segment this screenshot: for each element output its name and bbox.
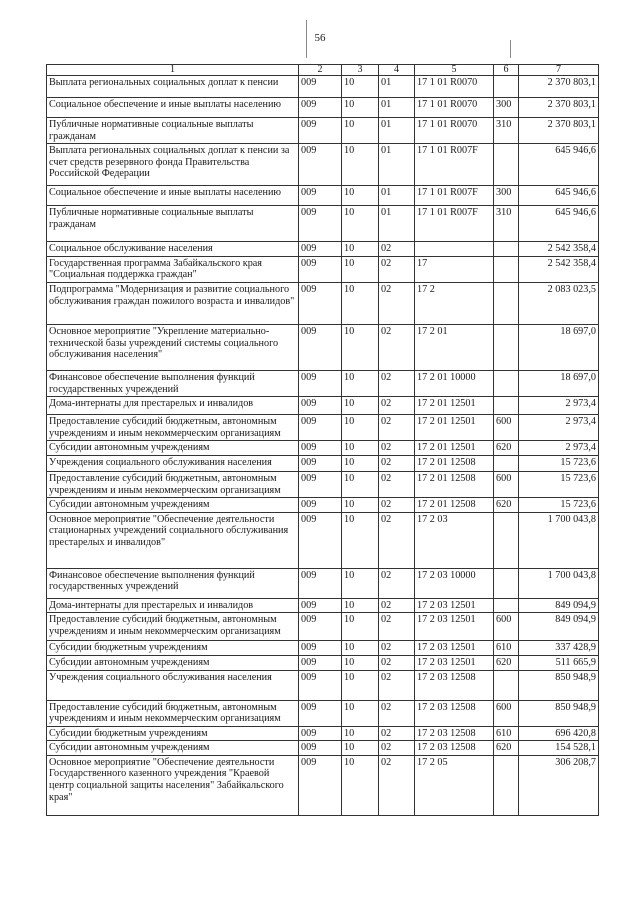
target-item-code-cell: 17 1 01 R007F	[415, 186, 494, 206]
expense-type-code-cell	[494, 598, 519, 613]
section-code-cell: 10	[342, 598, 379, 613]
expense-type-code-cell: 610	[494, 641, 519, 656]
table-row	[47, 471, 599, 497]
expense-type-code-cell: 300	[494, 186, 519, 206]
amount-cell: 337 428,9	[519, 641, 599, 656]
amount-cell: 1 700 043,8	[519, 512, 599, 568]
target-item-code-cell: 17 2 03 10000	[415, 568, 494, 598]
table-row	[47, 598, 599, 613]
ministry-code-cell: 009	[299, 186, 342, 206]
section-code-cell: 10	[342, 76, 379, 98]
amount-cell: 2 083 023,5	[519, 282, 599, 324]
subsection-code-cell: 02	[379, 471, 415, 497]
subsection-code-cell: 02	[379, 324, 415, 370]
section-code-cell: 10	[342, 670, 379, 700]
table-row	[47, 726, 599, 741]
table-row	[47, 186, 599, 206]
amount-cell: 2 370 803,1	[519, 98, 599, 118]
target-item-code-cell: 17 1 01 R007F	[415, 144, 494, 186]
target-item-code-cell: 17 2 03 12501	[415, 655, 494, 670]
subsection-code-cell: 01	[379, 186, 415, 206]
subsection-code-cell: 01	[379, 118, 415, 144]
item-name-cell: Выплата региональных социальных доплат к пенсии за счет средств резервного фонда Правительства Российской Федерации	[47, 144, 299, 186]
target-item-code-cell: 17 2 01	[415, 324, 494, 370]
subsection-code-cell: 02	[379, 242, 415, 257]
section-code-cell: 10	[342, 397, 379, 415]
ministry-code-cell: 009	[299, 700, 342, 726]
ministry-code-cell: 009	[299, 282, 342, 324]
item-name-cell: Основное мероприятие "Укрепление материально-технической базы учреждений системы социального обслуживания населения"	[47, 324, 299, 370]
amount-cell: 15 723,6	[519, 498, 599, 513]
table-row	[47, 613, 599, 641]
expense-type-code-cell	[494, 324, 519, 370]
section-code-cell: 10	[342, 415, 379, 441]
expense-type-code-cell	[494, 755, 519, 815]
expense-type-code-cell	[494, 76, 519, 98]
page-number: 56	[314, 32, 326, 44]
column-number: 2	[299, 65, 342, 76]
expense-type-code-cell: 620	[494, 741, 519, 756]
ministry-code-cell: 009	[299, 568, 342, 598]
section-code-cell: 10	[342, 613, 379, 641]
subsection-code-cell: 02	[379, 613, 415, 641]
amount-cell: 306 208,7	[519, 755, 599, 815]
table-row	[47, 455, 599, 471]
table-row	[47, 76, 599, 98]
subsection-code-cell: 02	[379, 397, 415, 415]
amount-cell: 645 946,6	[519, 206, 599, 242]
amount-cell: 2 973,4	[519, 415, 599, 441]
section-code-cell: 10	[342, 726, 379, 741]
expense-type-code-cell: 300	[494, 98, 519, 118]
table-row	[47, 741, 599, 756]
section-code-cell: 10	[342, 471, 379, 497]
amount-cell: 15 723,6	[519, 471, 599, 497]
target-item-code-cell: 17 1 01 R0070	[415, 98, 494, 118]
subsection-code-cell: 02	[379, 282, 415, 324]
expense-type-code-cell	[494, 455, 519, 471]
amount-cell: 696 420,8	[519, 726, 599, 741]
subsection-code-cell: 02	[379, 370, 415, 396]
column-number: 1	[47, 65, 299, 76]
table-row	[47, 641, 599, 656]
item-name-cell: Социальное обслуживание населения	[47, 242, 299, 257]
table-row	[47, 655, 599, 670]
subsection-code-cell: 02	[379, 670, 415, 700]
expense-type-code-cell	[494, 242, 519, 257]
table-row	[47, 118, 599, 144]
amount-cell: 2 542 358,4	[519, 256, 599, 282]
subsection-code-cell: 01	[379, 76, 415, 98]
amount-cell: 1 700 043,8	[519, 568, 599, 598]
section-code-cell: 10	[342, 498, 379, 513]
expense-type-code-cell: 610	[494, 726, 519, 741]
scan-artifact-line	[306, 20, 307, 58]
expense-type-code-cell: 600	[494, 700, 519, 726]
section-code-cell: 10	[342, 655, 379, 670]
table-row	[47, 98, 599, 118]
amount-cell: 850 948,9	[519, 700, 599, 726]
section-code-cell: 10	[342, 700, 379, 726]
item-name-cell: Дома-интернаты для престарелых и инвалидов	[47, 397, 299, 415]
subsection-code-cell: 02	[379, 256, 415, 282]
subsection-code-cell: 02	[379, 700, 415, 726]
expense-type-code-cell	[494, 397, 519, 415]
ministry-code-cell: 009	[299, 655, 342, 670]
ministry-code-cell: 009	[299, 598, 342, 613]
target-item-code-cell: 17 2 03 12501	[415, 613, 494, 641]
target-item-code-cell: 17 1 01 R007F	[415, 206, 494, 242]
budget-table	[46, 64, 599, 816]
item-name-cell: Субсидии бюджетным учреждениям	[47, 726, 299, 741]
target-item-code-cell: 17 2 01 12508	[415, 498, 494, 513]
item-name-cell: Выплата региональных социальных доплат к пенсии	[47, 76, 299, 98]
table-row	[47, 242, 599, 257]
table-row	[47, 700, 599, 726]
item-name-cell: Финансовое обеспечение выполнения функций государственных учреждений	[47, 370, 299, 396]
item-name-cell: Предоставление субсидий бюджетным, автономным учреждениям и иным некоммерческим организациям	[47, 415, 299, 441]
scan-artifact-line	[510, 40, 511, 58]
item-name-cell: Субсидии автономным учреждениям	[47, 498, 299, 513]
ministry-code-cell: 009	[299, 641, 342, 656]
table-row	[47, 370, 599, 396]
section-code-cell: 10	[342, 741, 379, 756]
section-code-cell: 10	[342, 256, 379, 282]
target-item-code-cell: 17 1 01 R0070	[415, 76, 494, 98]
expense-type-code-cell	[494, 370, 519, 396]
target-item-code-cell	[415, 242, 494, 257]
item-name-cell: Финансовое обеспечение выполнения функций государственных учреждений	[47, 568, 299, 598]
ministry-code-cell: 009	[299, 98, 342, 118]
table-row	[47, 206, 599, 242]
amount-cell: 2 370 803,1	[519, 76, 599, 98]
subsection-code-cell: 02	[379, 512, 415, 568]
amount-cell: 2 973,4	[519, 397, 599, 415]
table-row	[47, 670, 599, 700]
item-name-cell: Субсидии бюджетным учреждениям	[47, 641, 299, 656]
expense-type-code-cell	[494, 282, 519, 324]
amount-cell: 2 370 803,1	[519, 118, 599, 144]
expense-type-code-cell: 620	[494, 441, 519, 456]
target-item-code-cell: 17 2 01 12501	[415, 441, 494, 456]
item-name-cell: Субсидии автономным учреждениям	[47, 441, 299, 456]
target-item-code-cell: 17 2 03 12501	[415, 598, 494, 613]
item-name-cell: Государственная программа Забайкальского края "Социальная поддержка граждан"	[47, 256, 299, 282]
section-code-cell: 10	[342, 641, 379, 656]
item-name-cell: Основное мероприятие "Обеспечение деятельности Государственного казенного учреждения "Краевой центр социальной защиты населения" Забайкальского края"	[47, 755, 299, 815]
expense-type-code-cell: 620	[494, 655, 519, 670]
target-item-code-cell: 17 2 03 12508	[415, 700, 494, 726]
expense-type-code-cell: 310	[494, 118, 519, 144]
target-item-code-cell: 17	[415, 256, 494, 282]
section-code-cell: 10	[342, 568, 379, 598]
amount-cell: 2 973,4	[519, 441, 599, 456]
subsection-code-cell: 02	[379, 568, 415, 598]
subsection-code-cell: 01	[379, 98, 415, 118]
expense-type-code-cell	[494, 256, 519, 282]
item-name-cell: Субсидии автономным учреждениям	[47, 655, 299, 670]
item-name-cell: Предоставление субсидий бюджетным, автономным учреждениям и иным некоммерческим организациям	[47, 471, 299, 497]
ministry-code-cell: 009	[299, 670, 342, 700]
table-row	[47, 144, 599, 186]
ministry-code-cell: 009	[299, 741, 342, 756]
item-name-cell: Социальное обеспечение и иные выплаты населению	[47, 186, 299, 206]
expense-type-code-cell: 310	[494, 206, 519, 242]
expense-type-code-cell	[494, 670, 519, 700]
amount-cell: 849 094,9	[519, 598, 599, 613]
column-number-row	[47, 65, 599, 76]
item-name-cell: Дома-интернаты для престарелых и инвалидов	[47, 598, 299, 613]
subsection-code-cell: 02	[379, 641, 415, 656]
target-item-code-cell: 17 2	[415, 282, 494, 324]
target-item-code-cell: 17 2 01 12508	[415, 471, 494, 497]
expense-type-code-cell	[494, 512, 519, 568]
item-name-cell: Основное мероприятие "Обеспечение деятельности стационарных учреждений социального обслуживания престарелых и инвалидов"	[47, 512, 299, 568]
target-item-code-cell: 17 2 01 10000	[415, 370, 494, 396]
ministry-code-cell: 009	[299, 471, 342, 497]
ministry-code-cell: 009	[299, 726, 342, 741]
ministry-code-cell: 009	[299, 397, 342, 415]
subsection-code-cell: 02	[379, 441, 415, 456]
target-item-code-cell: 17 1 01 R0070	[415, 118, 494, 144]
ministry-code-cell: 009	[299, 76, 342, 98]
target-item-code-cell: 17 2 03 12508	[415, 726, 494, 741]
section-code-cell: 10	[342, 118, 379, 144]
expense-type-code-cell	[494, 144, 519, 186]
expense-type-code-cell: 600	[494, 415, 519, 441]
target-item-code-cell: 17 2 05	[415, 755, 494, 815]
subsection-code-cell: 02	[379, 498, 415, 513]
section-code-cell: 10	[342, 455, 379, 471]
amount-cell: 18 697,0	[519, 370, 599, 396]
subsection-code-cell: 02	[379, 726, 415, 741]
subsection-code-cell: 02	[379, 655, 415, 670]
amount-cell: 645 946,6	[519, 144, 599, 186]
target-item-code-cell: 17 2 03 12508	[415, 670, 494, 700]
column-number: 5	[415, 65, 494, 76]
table-row	[47, 755, 599, 815]
item-name-cell: Социальное обеспечение и иные выплаты населению	[47, 98, 299, 118]
expense-type-code-cell: 600	[494, 471, 519, 497]
item-name-cell: Предоставление субсидий бюджетным, автономным учреждениям и иным некоммерческим организациям	[47, 700, 299, 726]
item-name-cell: Учреждения социального обслуживания населения	[47, 455, 299, 471]
amount-cell: 18 697,0	[519, 324, 599, 370]
target-item-code-cell: 17 2 01 12508	[415, 455, 494, 471]
section-code-cell: 10	[342, 370, 379, 396]
subsection-code-cell: 02	[379, 455, 415, 471]
table-row	[47, 415, 599, 441]
table-row	[47, 397, 599, 415]
table-row	[47, 512, 599, 568]
target-item-code-cell: 17 2 03 12508	[415, 741, 494, 756]
item-name-cell: Публичные нормативные социальные выплаты гражданам	[47, 206, 299, 242]
item-name-cell: Учреждения социального обслуживания населения	[47, 670, 299, 700]
subsection-code-cell: 01	[379, 144, 415, 186]
expense-type-code-cell: 600	[494, 613, 519, 641]
expense-type-code-cell	[494, 568, 519, 598]
ministry-code-cell: 009	[299, 242, 342, 257]
ministry-code-cell: 009	[299, 755, 342, 815]
amount-cell: 850 948,9	[519, 670, 599, 700]
ministry-code-cell: 009	[299, 118, 342, 144]
ministry-code-cell: 009	[299, 324, 342, 370]
table-row	[47, 282, 599, 324]
amount-cell: 645 946,6	[519, 186, 599, 206]
section-code-cell: 10	[342, 206, 379, 242]
subsection-code-cell: 02	[379, 598, 415, 613]
ministry-code-cell: 009	[299, 455, 342, 471]
ministry-code-cell: 009	[299, 144, 342, 186]
target-item-code-cell: 17 2 01 12501	[415, 397, 494, 415]
section-code-cell: 10	[342, 98, 379, 118]
amount-cell: 849 094,9	[519, 613, 599, 641]
item-name-cell: Подпрограмма "Модернизация и развитие социального обслуживания граждан пожилого возраста и инвалидов"	[47, 282, 299, 324]
subsection-code-cell: 02	[379, 755, 415, 815]
ministry-code-cell: 009	[299, 613, 342, 641]
table-row	[47, 256, 599, 282]
section-code-cell: 10	[342, 324, 379, 370]
subsection-code-cell: 01	[379, 206, 415, 242]
section-code-cell: 10	[342, 755, 379, 815]
section-code-cell: 10	[342, 144, 379, 186]
item-name-cell: Субсидии автономным учреждениям	[47, 741, 299, 756]
section-code-cell: 10	[342, 512, 379, 568]
target-item-code-cell: 17 2 03	[415, 512, 494, 568]
item-name-cell: Публичные нормативные социальные выплаты гражданам	[47, 118, 299, 144]
section-code-cell: 10	[342, 441, 379, 456]
amount-cell: 2 542 358,4	[519, 242, 599, 257]
ministry-code-cell: 009	[299, 256, 342, 282]
column-number: 3	[342, 65, 379, 76]
amount-cell: 511 665,9	[519, 655, 599, 670]
ministry-code-cell: 009	[299, 206, 342, 242]
section-code-cell: 10	[342, 242, 379, 257]
table-row	[47, 568, 599, 598]
section-code-cell: 10	[342, 186, 379, 206]
column-number: 6	[494, 65, 519, 76]
ministry-code-cell: 009	[299, 512, 342, 568]
subsection-code-cell: 02	[379, 741, 415, 756]
ministry-code-cell: 009	[299, 441, 342, 456]
amount-cell: 15 723,6	[519, 455, 599, 471]
item-name-cell: Предоставление субсидий бюджетным, автономным учреждениям и иным некоммерческим организациям	[47, 613, 299, 641]
ministry-code-cell: 009	[299, 498, 342, 513]
column-number: 4	[379, 65, 415, 76]
target-item-code-cell: 17 2 01 12501	[415, 415, 494, 441]
ministry-code-cell: 009	[299, 370, 342, 396]
column-number: 7	[519, 65, 599, 76]
section-code-cell: 10	[342, 282, 379, 324]
expense-type-code-cell: 620	[494, 498, 519, 513]
target-item-code-cell: 17 2 03 12501	[415, 641, 494, 656]
table-row	[47, 498, 599, 513]
table-row	[47, 441, 599, 456]
subsection-code-cell: 02	[379, 415, 415, 441]
amount-cell: 154 528,1	[519, 741, 599, 756]
ministry-code-cell: 009	[299, 415, 342, 441]
table-row	[47, 324, 599, 370]
